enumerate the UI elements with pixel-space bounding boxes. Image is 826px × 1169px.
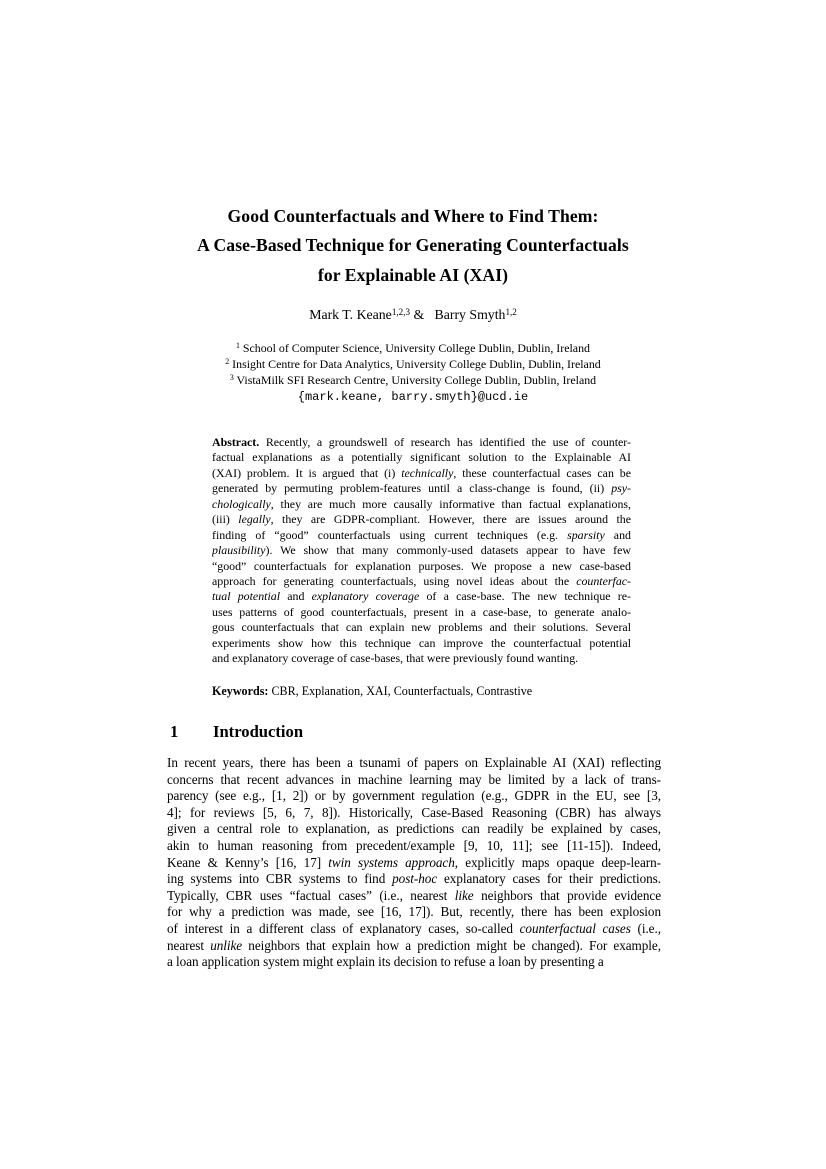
email-line: {mark.keane, barry.smyth}@ucd.ie <box>297 390 529 404</box>
intro-paragraph <box>167 755 661 971</box>
text-line: for why a prediction was made, see [16, 17]). But, recently, there has been explosion <box>167 904 661 920</box>
text-line: factual explanations as a potentially significant solution to the Explainable AI <box>212 450 631 465</box>
text-line: In recent years, there has been a tsunami of papers on Explainable AI (XAI) reflecting <box>167 755 661 770</box>
text-line: 4]; for reviews [5, 6, 7, 8]). Historically, Case-Based Reasoning (CBR) has always <box>167 804 661 820</box>
text-line: finding of “good” counterfactuals using current techniques (e.g. sparsity and <box>212 527 631 542</box>
text-line: A Case-Based Technique for Generating Counterfactuals <box>197 235 629 256</box>
author-line: Mark T. Keane$^{1,2,3}$ & Barry Smyth$^{1,2}$ <box>309 306 517 322</box>
text-line: $^1$ School of Computer Science, University College Dublin, Dublin, Ireland <box>236 341 590 355</box>
text-line: akin to human reasoning from precedent/example [9, 10, 11]; see [11-15]). Indeed, <box>167 837 661 853</box>
section-heading <box>170 722 303 742</box>
text-line: gous counterfactuals that can explain new problems and their solutions. Several <box>212 620 631 635</box>
text-line: a loan application system might explain its decision to refuse a loan by presenting a <box>167 954 604 970</box>
text-line: Keane & Kenny’s [16, 17] twin systems approach, explicitly maps opaque deep-learn- <box>167 854 661 870</box>
text-line: of interest in a different class of explanatory cases, so-called counterfactual cases (i.e., <box>167 920 661 936</box>
section-number: 1 <box>170 722 179 741</box>
text-line: parency (see e.g., [1, 2]) or by government regulation (e.g., GDPR in the EU, see [3, <box>167 788 661 804</box>
text-line: experiments show how this technique can improve the counterfactual potential <box>212 635 631 650</box>
section-title: Introduction <box>213 722 304 741</box>
text-line: (iii) legally, they are GDPR-compliant. However, there are issues around the <box>212 512 631 527</box>
text-line: and explanatory coverage of case-bases, that were previously found wanting. <box>212 651 579 666</box>
text-line: approach for generating counterfactuals, using novel ideas about the counterfac- <box>212 573 631 588</box>
text-line: plausibility). We show that many commonly-used datasets appear to have few <box>212 543 631 558</box>
text-line: Typically, CBR uses “factual cases” (i.e., nearest like neighbors that provide evidence <box>167 887 661 903</box>
abstract-paragraph <box>212 435 631 667</box>
text-line: given a central role to explanation, as predictions can readily be explained by cases, <box>167 821 661 837</box>
text-line: for Explainable AI (XAI) <box>317 264 509 285</box>
text-line: chologically, they are much more causally informative than factual explanations, <box>212 496 631 511</box>
text-line: $^2$ Insight Centre for Data Analytics, University College Dublin, Dublin, Ireland <box>225 356 601 371</box>
text-line: $^3$ VistaMilk SFI Research Centre, University College Dublin, Dublin, Ireland <box>229 372 597 387</box>
keywords-line: Keywords: CBR, Explanation, XAI, Counterfactuals, Contrastive <box>212 684 533 698</box>
text-line: “good” counterfactuals for explanation purposes. We propose a new case-based <box>212 558 631 573</box>
text-line: concerns that recent advances in machine learning may be limited by a lack of trans- <box>167 771 661 787</box>
affiliations <box>0 341 826 389</box>
text-line: tual potential and explanatory coverage of a case-base. The new technique re- <box>212 589 631 604</box>
text-line: uses patterns of good counterfactuals, present in a case-base, to generate analo- <box>212 604 631 619</box>
text-line: ing systems into CBR systems to find post-hoc explanatory cases for their predictions. <box>167 871 661 887</box>
text-line: Abstract. Recently, a groundswell of research has identified the use of counter- <box>212 435 631 449</box>
text-line: Good Counterfactuals and Where to Find Them: <box>227 206 599 226</box>
paper-title <box>0 202 826 290</box>
text-line: nearest unlike neighbors that explain how a prediction might be changed). For example, <box>167 937 661 953</box>
text-line: generated by permuting problem-features until a class-change is found, (ii) psy- <box>212 481 631 496</box>
text-line: (XAI) problem. It is argued that (i) technically, these counterfactual cases can be <box>212 465 631 480</box>
